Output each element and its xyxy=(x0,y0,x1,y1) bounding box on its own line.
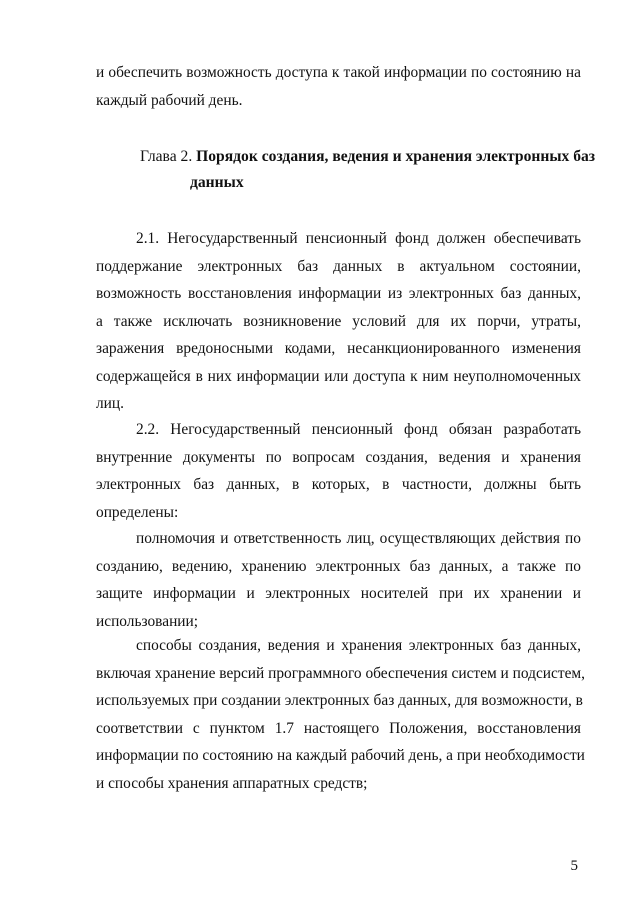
continuation-paragraph xyxy=(96,59,581,114)
text-line: способы создания, ведения и хранения электронных баз данных, xyxy=(136,637,581,654)
text-line: и способы хранения аппаратных средств; xyxy=(96,774,368,792)
text-line: определены: xyxy=(96,503,179,521)
text-line: 2.1. Негосударственный пенсионный фонд должен обеспечивать xyxy=(136,230,581,247)
page-number: 5 xyxy=(570,858,578,874)
text-line: а также исключать возникновение условий для их порчи, утраты, xyxy=(96,312,581,330)
text-line: используемых при создании электронных баз данных, для возможности, в xyxy=(96,692,583,709)
text-line: защите информации и электронных носителей при их хранении и xyxy=(96,585,581,602)
text-line: и обеспечить возможность доступа к такой информации по состоянию на xyxy=(96,64,581,81)
text-line: созданию, ведению, хранению электронных баз данных, а также по xyxy=(96,557,581,575)
text-line: каждый рабочий день. xyxy=(96,91,243,109)
text-line: заражения вредоносными кодами, несанкционированного изменения xyxy=(96,340,581,357)
list-item-powers xyxy=(96,525,581,635)
text-line: соответствии с пунктом 1.7 настоящего Положения, восстановления xyxy=(96,719,581,737)
chapter-heading-continued xyxy=(190,171,244,195)
chapter-title-line2: данных xyxy=(190,174,244,191)
text-line: содержащейся в них информации или доступа к ним неуполномоченных xyxy=(96,367,581,385)
text-line: внутренние документы по вопросам создания, ведения и хранения xyxy=(96,448,581,466)
text-line: информации по состоянию на каждый рабочий день, а при необходимости xyxy=(96,747,585,764)
text-line: электронных баз данных, в которых, в частности, должны быть xyxy=(96,476,581,493)
text-line: возможность восстановления информации из электронных баз данных, xyxy=(96,285,581,302)
paragraph-2-1 xyxy=(96,225,581,418)
paragraph-2-2 xyxy=(96,416,581,526)
text-line: поддержание электронных баз данных в актуальном состоянии, xyxy=(96,257,581,275)
text-line: 2.2. Негосударственный пенсионный фонд обязан разработать xyxy=(136,421,581,438)
text-line: включая хранение версий программного обеспечения систем и подсистем, xyxy=(96,664,585,682)
text-line: полномочия и ответственность лиц, осуществляющих действия по xyxy=(136,530,581,547)
chapter-heading xyxy=(140,145,595,169)
text-line: использовании; xyxy=(96,612,199,630)
chapter-prefix: Глава 2. xyxy=(140,148,193,165)
text-line: лиц. xyxy=(96,395,125,412)
chapter-title-line1: Порядок создания, ведения и хранения электронных баз xyxy=(196,148,596,165)
list-item-methods xyxy=(96,632,585,797)
